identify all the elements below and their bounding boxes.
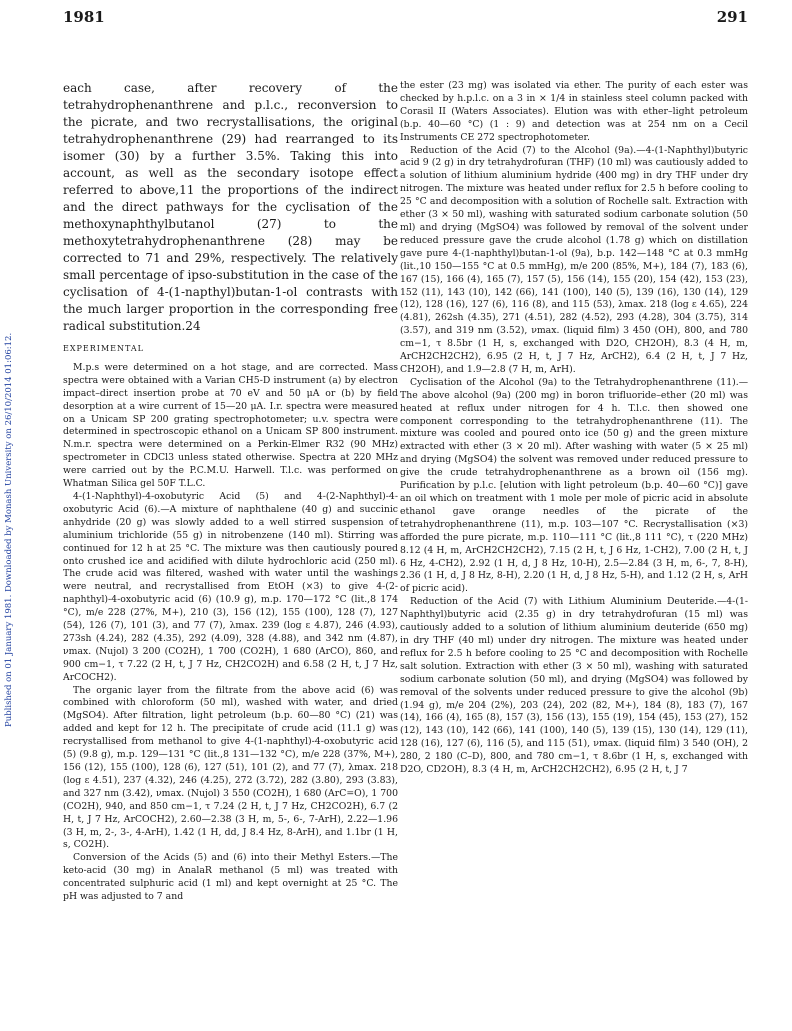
deuteride-reduction-paragraph: Reduction of the Acid (7) with Lithium Aluminium Deuteride.—4-(1-Naphthyl)butyric acid (2.35 g) in dry tetrahydrofuran (15 ml) was cautiously added to a solution of lithium aluminium deuteride (650 mg) in dry THF (40 ml) under dry nitrogen. The mixture was heated under reflux for 2.5 h before cooling to 25 °C and decomposition with Rochelle salt solution. Extraction with ether (3 × 50 ml), washing with saturated sodium carbonate solution (50 ml), and drying (MgSO4) was followed by removal of the solvents under reduced pressure to give the alcohol (9b) (1.94 g), m/e 204 (2%), 203 (24), 202 (82, M+), 184 (8), 183 (7), 167 (14), 166 (4), 165 (8), 157 (3), 156 (13), 155 (19), 154 (45), 153 (27), 152 (12), 143 (10), 142 (66), 141 (100), 140 (5), 139 (15), 130 (14), 129 (11), 128 (16), 127 (6), 116 (5), and 115 (51), νmax. (liquid film) 3 540 (OH), 2 280, 2 180 (C–D), 800, and 780 cm−1, τ 8.6br (1 H, s, exchanged with D2O, CD2OH), 8.3 (4 H, m, ArCH2CH2CH2), 6.95 (2 H, t, J 7 [400, 596, 748, 776]
provenance-sidebar: Published on 01 January 1981. Downloaded by Monash University on 26/10/2014 01:06:12. [4, 332, 14, 728]
methods-paragraph: M.p.s were determined on a hot stage, and are corrected. Mass spectra were obtained with a Varian CH5-D instrument (a) by electron impact–direct insertion probe at 70 eV and 50 μA or (b) by field desorption at a wire current of 15—20 μA. I.r. spectra were measured on a Unicam SP 200 grating spectrophotometer; u.v. spectra were determined in spectroscopic ethanol on a Unicam SP 800 instrument. N.m.r. spectra were determined on a Perkin-Elmer R32 (90 MHz) spectrometer in CDCl3 unless stated otherwise. Spectra at 220 MHz were carried out by the P.C.M.U. Harwell. T.l.c. was performed on Whatman Silica gel 50F T.L.C. [63, 361, 398, 490]
left-column [63, 80, 398, 904]
organic-layer-paragraph: The organic layer from the filtrate from the above acid (6) was combined with chloroform (50 ml), washed with water, and dried (MgSO4). After filtration, light petroleum (b.p. 60—80 °C) (21) was added and kept for 12 h. The precipitate of crude acid (11.1 g) was recrystallised from methanol to give 4-(1-naphthyl)-4-oxobutyric acid (5) (9.8 g), m.p. 129—131 °C (lit.,8 131—132 °C), m/e 228 (37%, M+), 156 (12), 155 (100), 128 (6), 127 (51), 101 (2), and 77 (7), λmax. 218 (log ε 4.51), 237 (4.32), 246 (4.25), 272 (3.72), 282 (3.80), 293 (3.83), and 327 nm (3.42), νmax. (Nujol) 3 550 (CO2H), 1 680 (ArC=O), 1 700 (CO2H), 940, and 850 cm−1, τ 7.24 (2 H, t, J 7 Hz, CH2CO2H), 6.7 (2 H, t, J 7 Hz, ArCOCH2), 2.60—2.38 (3 H, m, 5-, 6-, 7-ArH), 2.22—1.96 (3 H, m, 2-, 3-, 4-ArH), 1.42 (1 H, dd, J 8.4 Hz, 8-ArH), and 1.1br (1 H, s, CO2H). [63, 684, 398, 851]
section-heading-experimental: EXPERIMENTAL [63, 344, 144, 353]
acid-reduction-paragraph: Reduction of the Acid (7) to the Alcohol (9a).—4-(1-Naphthyl)butyric acid 9 (2 g) in dry tetrahydrofuran (THF) (10 ml) was cautiously added to a solution of lithium aluminium hydride (400 mg) in dry THF under dry nitrogen. The mixture was heated under reflux for 2.5 h before cooling to 25 °C and decomposition with a solution of Rochelle salt. Extraction with ether (3 × 50 ml), washing with saturated sodium carbonate solution (50 ml) and drying (MgSO4) was followed by removal of the solvent under reduced pressure gave the crude alcohol (1.78 g) which on distillation gave pure 4-(1-naphthyl)butan-1-ol (9a), b.p. 142—148 °C at 0.3 mmHg (lit.,10 150—155 °C at 0.5 mmHg), m/e 200 (85%, M+), 184 (7), 183 (6), 167 (15), 166 (4), 165 (7), 157 (5), 156 (14), 155 (20), 154 (42), 153 (23), 152 (11), 143 (10), 142 (66), 141 (100), 140 (5), 139 (16), 130 (14), 129 (12), 128 (16), 127 (6), 116 (8), and 115 (53), λmax. 218 (log ε 4.65), 224 (4.81), 262sh (4.35), 271 (4.51), 282 (4.52), 293 (4.28), 304 (3.75), 314 (3.57), and 319 nm (3.52), νmax. (liquid film) 3 450 (OH), 800, and 780 cm−1, τ 8.5br (1 H, s, exchanged with D2O, CH2OH), 8.3 (4 H, m, ArCH2CH2CH2), 6.95 (2 H, t, J 7 Hz, ArCH2), 6.4 (2 H, t, J 7 Hz, CH2OH), and 1.9—2.8 (7 H, m, ArH). [400, 144, 748, 375]
alcohol-cyclisation-paragraph: Cyclisation of the Alcohol (9a) to the Tetrahydrophenanthrene (11).—The above alcohol (9a) (200 mg) in boron trifluoride–ether (20 ml) was heated at reflux under nitrogen for 4 h. T.l.c. then showed one component corresponding to the tetrahydrophenanthrene (11). The mixture was cooled and poured onto ice (50 g) and the green mixture extracted with ether (3 × 20 ml). After washing with water (5 × 25 ml) and drying (MgSO4) the solvent was removed under reduced pressure to give the crude tetrahydrophenanthrene as a brown oil (156 mg). Purification by p.l.c. [elution with light petroleum (b.p. 40—60 °C)] gave an oil which on treatment with 1 mole per mole of picric acid in absolute ethanol gave orange needles of the picrate of the tetrahydrophenanthrene (11), m.p. 103—107 °C. Recrystallisation (×3) afforded the pure picrate, m.p. 110—111 °C (lit.,8 111 °C), τ (220 MHz) 8.12 (4 H, m, ArCH2CH2CH2), 7.15 (2 H, t, J 6 Hz, 1-CH2), 7.00 (2 H, t, J 6 Hz, 4-CH2), 2.92 (1 H, d, J 8 Hz, 10-H), 2.5—2.84 (3 H, m, 6-, 7, 8-H), 2.36 (1 H, d, J 8 Hz, 8-H), 2.20 (1 H, d, J 8 Hz, 5-H), and 1.12 (2 H, s, ArH of picric acid). [400, 376, 748, 595]
acids-preparation-paragraph: 4-(1-Naphthyl)-4-oxobutyric Acid (5) and 4-(2-Naphthyl)-4-oxobutyric Acid (6).—A mixture of naphthalene (40 g) and succinic anhydride (20 g) was slowly added to a well stirred suspension of aluminium trichloride (55 g) in nitrobenzene (140 ml). Stirring was continued for 12 h at 25 °C. The mixture was then cautiously poured onto crushed ice and acidified with dilute hydrochloric acid (250 ml). The crude acid was filtered, washed with water until the washings were neutral, and recrystallised from EtOH (×3) to give 4-(2-naphthyl)-4-oxobutyric acid (6) (10.9 g), m.p. 170—172 °C (lit.,8 174 °C), m/e 228 (27%, M+), 210 (3), 156 (12), 155 (100), 128 (7), 127 (54), 126 (7), 101 (3), and 77 (7), λmax. 239 (log ε 4.87), 246 (4.93), 273sh (4.24), 282 (4.35), 292 (4.09), 328 (4.88), and 342 nm (4.87), νmax. (Nujol) 3 200 (CO2H), 1 700 (CO2H), 1 680 (ArCO), 860, and 900 cm−1, τ 7.22 (2 H, t, J 7 Hz, CH2CO2H) and 6.58 (2 H, t, J 7 Hz, ArCOCH2). [63, 490, 398, 683]
page-year: 1981 [63, 8, 105, 26]
ester-conversion-paragraph: Conversion of the Acids (5) and (6) into their Methyl Esters.—The keto-acid (30 mg) in AnalaR methanol (5 ml) was treated with concentrated sulphuric acid (1 ml) and kept overnight at 25 °C. The pH was adjusted to 7 and [63, 852, 398, 903]
intro-paragraph: each case, after recovery of the tetrahydrophenanthrene and p.l.c., reconversion to the picrate, and two recrystallisations, the original tetrahydrophenanthrene (29) had rearranged to its isomer (30) by a further 3.5%. Taking this into account, as well as the secondary isotope effect referred to above,11 the proportions of the indirect and the direct pathways for the cyclisation of the methoxynaphthylbutanol (27) to the methoxytetrahydrophenanthrene (28) may be corrected to 71 and 29%, respectively. The relatively small percentage of ipso-substitution in the case of the cyclisation of 4-(1-napthyl)butan-1-ol contrasts with the much larger proportion in the corresponding free radical substitution.24 [63, 81, 398, 333]
ester-isolation-paragraph: the ester (23 mg) was isolated via ether. The purity of each ester was checked by h.p.l.c. on a 3 in × 1/4 in stainless steel column packed with Corasil II (Waters Associates). Elution was with ether–light petroleum (b.p. 40—60 °C) (1 : 9) and detection was at 254 nm on a Cecil Instruments CE 272 spectrophotometer. [400, 80, 748, 143]
page-number: 291 [716, 8, 748, 26]
right-column [400, 80, 748, 777]
